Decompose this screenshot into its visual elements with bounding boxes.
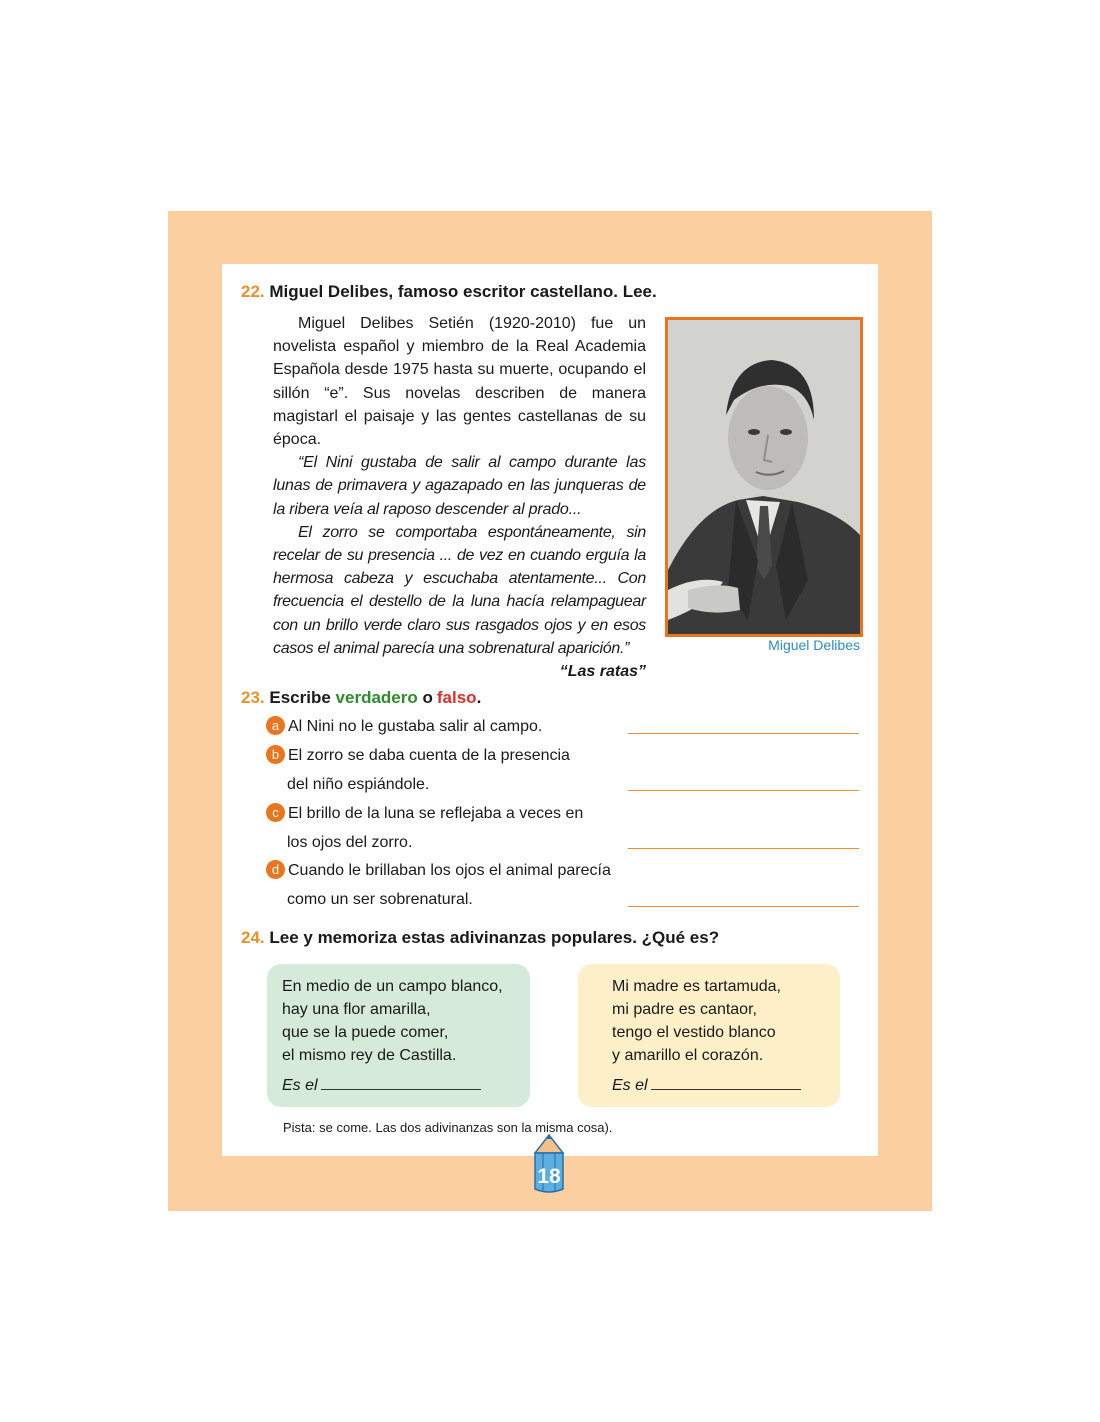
statement-b-text-line1: El zorro se daba cuenta de la presencia — [288, 747, 570, 764]
q22-quote-2: El zorro se comportaba espontáneamente, sin recelar de su presencia ... de vez en cuando erguía la hermosa cabeza y escuchaba atentamente... Con frecuencia el destello de la luna hacía relampaguear con un brillo verde claro sus rasgados ojos y en esos casos el animal parecía una sobrenatural aparición.” — [273, 523, 646, 657]
q23-title-suffix: . — [476, 688, 482, 707]
page-number-pencil — [530, 1133, 568, 1195]
author-portrait-image — [668, 320, 860, 634]
statement-b-answer-line[interactable] — [628, 790, 859, 791]
q23-true-word: verdadero — [335, 688, 418, 707]
riddle-card-2 — [578, 964, 840, 1107]
q24-heading — [241, 927, 719, 949]
statement-d-text-line2: como un ser sobrenatural. — [287, 891, 473, 908]
pencil-icon — [530, 1133, 568, 1195]
riddle-1-line: el mismo rey de Castilla. — [282, 1047, 457, 1064]
author-photo — [665, 317, 863, 637]
page-number: 18 — [537, 1165, 561, 1188]
statement-c-text-line1: El brillo de la luna se reflejaba a veces en — [288, 805, 584, 822]
q23-number: 23. — [241, 688, 265, 707]
riddle-1-answer-prefix: Es el — [282, 1077, 318, 1094]
q23-title-prefix: Escribe — [269, 688, 331, 707]
q22-work-title: “Las ratas” — [559, 663, 646, 681]
q24-number: 24. — [241, 928, 265, 947]
q22-quote-1: “El Nini gustaba de salir al campo durante las lunas de primavera y agazapado en las junqueras de la ribera veía al raposo descender al prado... — [273, 454, 646, 518]
riddle-2-answer-prefix: Es el — [612, 1077, 648, 1094]
statement-a-letter-badge: a — [266, 716, 285, 735]
statement-c-text-line2: los ojos del zorro. — [287, 834, 413, 851]
q24-title: Lee y memoriza estas adivinanzas populares. ¿Qué es? — [269, 928, 720, 947]
statement-b — [266, 741, 570, 799]
author-photo-caption: Miguel Delibes — [768, 637, 860, 653]
statement-b-text-line2: del niño espiándole. — [287, 776, 430, 793]
statement-a-answer-line[interactable] — [628, 733, 859, 734]
riddle-2-answer-blank[interactable] — [651, 1075, 801, 1090]
q22-number: 22. — [241, 282, 265, 301]
statement-c — [266, 799, 583, 857]
riddle-2-answer — [612, 1074, 840, 1097]
riddle-2-line: Mi madre es tartamuda, — [612, 978, 781, 995]
riddle-1-line: En medio de un campo blanco, — [282, 978, 503, 995]
q23-false-word: falso — [436, 688, 477, 707]
statement-d — [266, 856, 611, 914]
riddle-2-line: y amarillo el corazón. — [612, 1047, 764, 1064]
q22-title: Miguel Delibes, famoso escritor castellano. Lee. — [269, 282, 657, 301]
statement-d-answer-line[interactable] — [628, 906, 859, 907]
riddle-2-line: mi padre es cantaor, — [612, 1001, 757, 1018]
statement-b-letter-badge: b — [266, 745, 285, 764]
statement-d-text-line1: Cuando le brillaban los ojos el animal parecía — [288, 862, 611, 879]
statement-c-answer-line[interactable] — [628, 848, 859, 849]
statement-a — [266, 712, 542, 741]
q22-bio: Miguel Delibes Setién (1920-2010) fue un novelista español y miembro de la Real Academia Española desde 1975 hasta su muerte, ocupando el sillón “e”. Sus novelas describen de manera magistarl el paisaje y las gentes castellanas de su época. — [273, 315, 646, 449]
statement-c-letter-badge: c — [266, 803, 285, 822]
statement-a-text: Al Nini no le gustaba salir al campo. — [288, 718, 543, 735]
riddle-1-answer-blank[interactable] — [321, 1075, 481, 1090]
hint-text: Pista: se come. Las dos adivinanzas son la misma cosa). — [283, 1120, 613, 1135]
riddle-card-1 — [267, 964, 530, 1107]
q22-reading — [273, 312, 646, 683]
riddle-1-line: que se la puede comer, — [282, 1024, 449, 1041]
riddle-1-answer — [282, 1074, 530, 1097]
riddle-1-line: hay una flor amarilla, — [282, 1001, 431, 1018]
statement-d-letter-badge: d — [266, 860, 285, 879]
q23-heading — [241, 687, 481, 709]
q22-heading — [241, 281, 657, 303]
riddle-2-line: tengo el vestido blanco — [612, 1024, 776, 1041]
q23-connector: o — [422, 688, 433, 707]
